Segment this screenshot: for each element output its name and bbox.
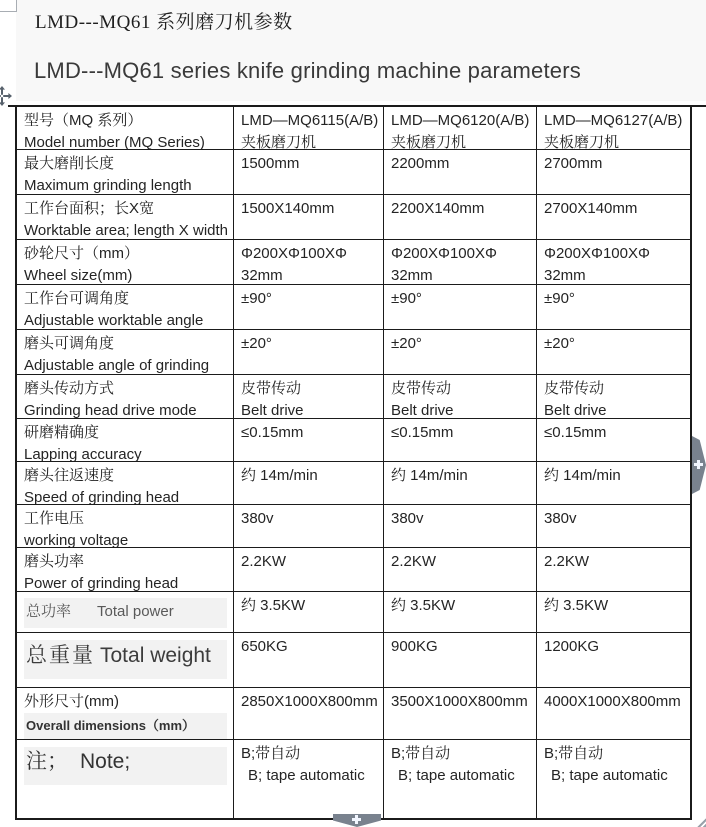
param-label-en: Total weight bbox=[100, 644, 211, 667]
value-cell bbox=[233, 419, 383, 461]
value-cell bbox=[383, 419, 536, 461]
param-label-en: working voltage bbox=[24, 532, 129, 547]
value-line: B; tape automatic bbox=[248, 767, 365, 784]
table-row bbox=[17, 462, 690, 505]
param-label-zh: 磨头功率 bbox=[24, 553, 85, 570]
value-cell bbox=[233, 688, 383, 739]
value-cell bbox=[383, 633, 536, 687]
param-label-en: Adjustable angle of grinding bbox=[24, 357, 210, 374]
value-line: 皮带传动 bbox=[241, 380, 302, 397]
value-cell bbox=[233, 150, 383, 194]
param-label-cell bbox=[17, 195, 233, 239]
scroll-down-handle[interactable] bbox=[333, 814, 381, 827]
value-line: 900KG bbox=[391, 638, 438, 655]
value-cell bbox=[233, 548, 383, 591]
param-label-zh: 总功率 bbox=[26, 603, 72, 620]
param-label-en: Speed of grinding head bbox=[24, 489, 180, 504]
value-cell bbox=[233, 633, 383, 687]
table-row bbox=[17, 505, 690, 548]
param-label-en: Wheel size(mm) bbox=[24, 267, 133, 284]
value-line: Belt drive bbox=[391, 402, 454, 418]
page-title-zh: LMD---MQ61 系列磨刀机参数 bbox=[35, 12, 293, 33]
param-label-zh: 工作电压 bbox=[24, 510, 85, 527]
value-line: ±20° bbox=[241, 335, 272, 352]
value-line: Φ200XΦ100XΦ bbox=[391, 245, 497, 262]
table-row bbox=[17, 548, 690, 592]
table-row bbox=[17, 740, 690, 818]
value-cell bbox=[383, 285, 536, 329]
value-line: 2700mm bbox=[544, 155, 603, 172]
value-line: 皮带传动 bbox=[391, 380, 452, 397]
value-cell bbox=[536, 285, 690, 329]
param-label-zh: 外形尺寸(mm) bbox=[24, 693, 119, 710]
value-line: 650KG bbox=[241, 638, 288, 655]
param-label-cell bbox=[17, 505, 233, 547]
value-line: B;带自动 bbox=[544, 745, 604, 762]
value-cell bbox=[383, 505, 536, 547]
value-line: Belt drive bbox=[544, 402, 607, 418]
table-row bbox=[17, 375, 690, 419]
value-line: 皮带传动 bbox=[544, 380, 605, 397]
value-cell bbox=[536, 505, 690, 547]
value-cell bbox=[233, 330, 383, 374]
value-cell bbox=[383, 375, 536, 418]
table-row bbox=[17, 240, 690, 285]
value-line: 约 3.5KW bbox=[241, 597, 306, 614]
value-line: 约 14m/min bbox=[391, 467, 468, 484]
param-label-cell bbox=[17, 548, 233, 591]
param-label-en: Overall dimensions（mm） bbox=[24, 713, 227, 739]
param-label-zh: 型号（MQ 系列） bbox=[24, 112, 143, 129]
value-line: ±20° bbox=[544, 335, 575, 352]
plus-icon bbox=[352, 815, 361, 824]
value-cell bbox=[383, 462, 536, 504]
value-cell bbox=[536, 195, 690, 239]
value-cell bbox=[383, 592, 536, 632]
value-line: ±90° bbox=[544, 290, 575, 307]
value-cell bbox=[233, 240, 383, 284]
value-cell bbox=[536, 740, 690, 818]
param-label-zh: 磨头可调角度 bbox=[24, 335, 115, 352]
param-label-en: Note; bbox=[80, 750, 131, 773]
table-row bbox=[17, 633, 690, 688]
value-line: 2.2KW bbox=[391, 553, 437, 570]
param-label-cell bbox=[17, 633, 233, 687]
value-cell bbox=[383, 195, 536, 239]
table-row bbox=[17, 688, 690, 740]
value-cell bbox=[383, 740, 536, 818]
value-line: 夹板磨刀机 bbox=[544, 134, 620, 149]
value-line: 2200mm bbox=[391, 155, 450, 172]
param-label-zh: 最大磨削长度 bbox=[24, 155, 115, 172]
value-line: LMD—MQ6115(A/B) bbox=[241, 112, 379, 129]
value-cell bbox=[383, 330, 536, 374]
table-row bbox=[17, 195, 690, 240]
value-cell bbox=[233, 195, 383, 239]
value-line: ≤0.15mm bbox=[391, 424, 454, 441]
value-line: 2.2KW bbox=[544, 553, 590, 570]
param-label-cell bbox=[17, 375, 233, 418]
value-cell bbox=[383, 548, 536, 591]
value-cell bbox=[233, 592, 383, 632]
value-cell bbox=[233, 740, 383, 818]
value-line: LMD—MQ6120(A/B) bbox=[391, 112, 530, 129]
param-label-cell bbox=[17, 240, 233, 284]
value-cell bbox=[383, 688, 536, 739]
value-line: B;带自动 bbox=[391, 745, 451, 762]
table-row bbox=[17, 330, 690, 375]
table-row bbox=[17, 419, 690, 462]
param-label-en: Lapping accuracy bbox=[24, 446, 142, 461]
value-cell bbox=[383, 150, 536, 194]
param-label-cell bbox=[17, 107, 233, 149]
value-cell bbox=[536, 240, 690, 284]
param-label-cell bbox=[17, 592, 233, 632]
value-cell bbox=[536, 633, 690, 687]
value-line: 约 14m/min bbox=[544, 467, 621, 484]
resize-grip-icon[interactable] bbox=[695, 818, 706, 827]
value-line: ±20° bbox=[391, 335, 422, 352]
value-line: 2700X140mm bbox=[544, 200, 638, 217]
value-line: 2.2KW bbox=[241, 553, 287, 570]
value-line: LMD—MQ6127(A/B) bbox=[544, 112, 683, 129]
param-label-en: Maximum grinding length bbox=[24, 177, 192, 194]
value-line: ±90° bbox=[241, 290, 272, 307]
param-label-en: Worktable area; length X width bbox=[24, 222, 229, 239]
corner-box bbox=[0, 0, 17, 12]
table-row bbox=[17, 285, 690, 330]
scroll-right-handle[interactable] bbox=[692, 436, 706, 494]
value-cell bbox=[233, 505, 383, 547]
value-cell bbox=[233, 375, 383, 418]
param-label-cell bbox=[17, 150, 233, 194]
value-line: 夹板磨刀机 bbox=[241, 134, 317, 149]
table-row bbox=[17, 150, 690, 195]
value-cell bbox=[233, 107, 383, 149]
param-label-cell bbox=[17, 419, 233, 461]
value-line: 约 3.5KW bbox=[544, 597, 609, 614]
value-line: ≤0.15mm bbox=[544, 424, 607, 441]
value-cell bbox=[536, 150, 690, 194]
param-label-cell bbox=[17, 462, 233, 504]
param-label-zh: 磨头往返速度 bbox=[24, 467, 115, 484]
value-line: 2850X1000X800mm bbox=[241, 693, 378, 710]
move-icon bbox=[0, 93, 12, 110]
value-line: ±90° bbox=[391, 290, 422, 307]
page-title-en: LMD---MQ61 series knife grinding machine parameters bbox=[34, 58, 581, 83]
value-line: 380v bbox=[241, 510, 274, 527]
value-line: 3500X1000X800mm bbox=[391, 693, 528, 710]
title-block bbox=[16, 0, 706, 101]
value-line: 380v bbox=[391, 510, 424, 527]
param-label-zh: 工作台可调角度 bbox=[24, 290, 130, 307]
param-label-zh: 总重量 bbox=[26, 644, 95, 667]
plus-icon bbox=[694, 460, 703, 469]
table-move-handle[interactable] bbox=[0, 86, 12, 106]
value-line: Φ200XΦ100XΦ bbox=[544, 245, 650, 262]
param-label-zh: 研磨精确度 bbox=[24, 424, 100, 441]
param-label-zh: 工作台面积；长X宽 bbox=[24, 200, 155, 217]
value-line: B; tape automatic bbox=[398, 767, 515, 784]
value-line: 32mm bbox=[241, 267, 283, 284]
value-cell bbox=[536, 375, 690, 418]
param-label-en: Model number (MQ Series) bbox=[24, 134, 205, 149]
param-label-cell bbox=[17, 285, 233, 329]
param-label-en: Power of grinding head bbox=[24, 575, 179, 591]
value-cell bbox=[383, 240, 536, 284]
value-line: 1200KG bbox=[544, 638, 600, 655]
param-label-en: Adjustable worktable angle bbox=[24, 312, 204, 329]
table-row bbox=[17, 592, 690, 633]
value-line: ≤0.15mm bbox=[241, 424, 304, 441]
value-line: 32mm bbox=[391, 267, 433, 284]
value-line: 4000X1000X800mm bbox=[544, 693, 681, 710]
value-line: 1500X140mm bbox=[241, 200, 335, 217]
value-line: 1500mm bbox=[241, 155, 300, 172]
value-cell bbox=[536, 107, 690, 149]
value-line: 约 14m/min bbox=[241, 467, 318, 484]
param-label-en: Total power bbox=[97, 603, 174, 620]
param-label-zh: 注； bbox=[26, 750, 68, 773]
table-row bbox=[17, 107, 690, 150]
value-line: 380v bbox=[544, 510, 577, 527]
value-line: 约 3.5KW bbox=[391, 597, 456, 614]
param-label-cell bbox=[17, 330, 233, 374]
param-label-zh: 磨头传动方式 bbox=[24, 380, 115, 397]
value-line: 2200X140mm bbox=[391, 200, 485, 217]
value-cell bbox=[233, 285, 383, 329]
param-label-en: Grinding head drive mode bbox=[24, 402, 197, 418]
parameters-table bbox=[15, 105, 692, 820]
value-cell bbox=[536, 330, 690, 374]
value-cell bbox=[536, 688, 690, 739]
value-line: Φ200XΦ100XΦ bbox=[241, 245, 347, 262]
value-cell bbox=[536, 548, 690, 591]
param-label-cell bbox=[17, 688, 233, 739]
value-cell bbox=[383, 107, 536, 149]
value-cell bbox=[233, 462, 383, 504]
value-cell bbox=[536, 419, 690, 461]
value-cell bbox=[536, 592, 690, 632]
value-line: Belt drive bbox=[241, 402, 304, 418]
value-line: B; tape automatic bbox=[551, 767, 668, 784]
value-line: B;带自动 bbox=[241, 745, 301, 762]
param-label-cell bbox=[17, 740, 233, 818]
param-label-zh: 砂轮尺寸（mm） bbox=[24, 245, 139, 262]
value-cell bbox=[536, 462, 690, 504]
value-line: 32mm bbox=[544, 267, 586, 284]
value-line: 夹板磨刀机 bbox=[391, 134, 467, 149]
